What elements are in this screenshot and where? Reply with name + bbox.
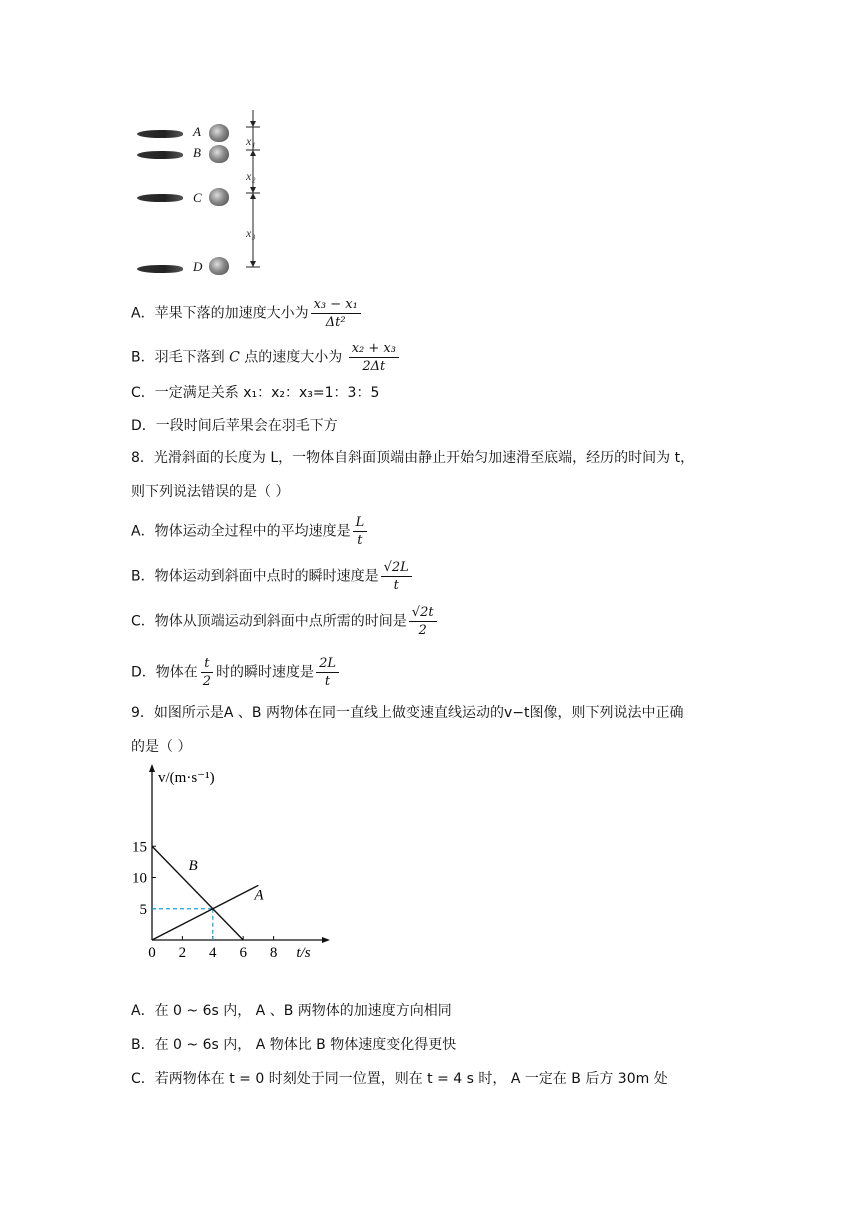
interval-label-x2: x₂	[246, 169, 256, 183]
x-tick-label: 6	[239, 945, 247, 960]
x-tick-label: 0	[148, 945, 156, 960]
q8-option-a: A．物体运动全过程中的平均速度是 $\frac{L}{t}$	[131, 514, 369, 549]
apple-icon	[209, 145, 229, 163]
apple-icon	[209, 257, 229, 275]
fraction: $\frac{t}{2}$	[202, 656, 212, 689]
interval-label-x1: x₁	[246, 134, 256, 148]
point-label-b: B	[193, 145, 201, 160]
point-label-d: D	[193, 259, 203, 274]
q8-stem-line-2: 则下列说法错误的是（ ）	[131, 484, 290, 500]
x-tick-label: 8	[269, 945, 278, 960]
interval-label-x3: x₃	[246, 226, 256, 240]
q9-stem-line-1: 9．如图所示是A 、B 两物体在同一直线上做变速直线运动的v−t图像，则下列说法中正确	[131, 705, 684, 721]
point-label-a: A	[193, 124, 201, 139]
x-tick-label: 2	[178, 945, 187, 960]
q8-option-c: C．物体从顶端运动到斜面中点所需的时间是 $\frac{√2t}{2}$	[131, 604, 439, 639]
y-axis-label: v/(m·s⁻¹)	[158, 770, 215, 786]
apple-icon	[209, 188, 229, 206]
fraction: $\frac{2L}{t}$	[316, 655, 339, 690]
y-axis-arrow-icon	[149, 764, 155, 772]
q9-option-a: A．在 0 ~ 6s 内， A 、B 两物体的加速度方向相同	[131, 1003, 452, 1019]
q8-option-b: B．物体运动到斜面中点时的瞬时速度是 $\frac{√2L}{t}$	[131, 559, 414, 594]
fraction: $\frac{√2L}{t}$	[381, 559, 412, 594]
q7-option-c: C．一定满足关系 x₁：x₂：x₃=1：3：5	[131, 385, 380, 401]
fraction: $\frac{\text{x₂ + x₃}}{2\Delta t}$	[349, 340, 399, 375]
x-axis-arrow-icon	[322, 937, 330, 943]
vt-chart	[120, 760, 350, 960]
x-axis-label: t/s	[296, 945, 311, 960]
series-label-a: A	[254, 887, 264, 904]
q9-stem-line-2: 的是（ ）	[131, 739, 192, 755]
q8-stem-line-1: 8．光滑斜面的长度为 L，一物体自斜面顶端由静止开始匀加速滑至底端，经历的时间为 t，	[131, 450, 695, 466]
y-tick-label: 5	[139, 901, 147, 918]
fraction: $\frac{√2t}{2}$	[409, 604, 437, 639]
apple-icon	[209, 124, 229, 142]
series-label-b: B	[188, 858, 198, 874]
point-label-c: C	[193, 190, 202, 205]
fraction: $\frac{L}{t}$	[353, 514, 368, 549]
q7-option-b: B．羽毛下落到 C 点的速度大小为 $\frac{\text{x₂ + x₃}}{2\Delta t}$	[131, 340, 401, 375]
distance-markers	[240, 105, 270, 275]
q8-option-d: D．物体在 $\frac{t}{2}$ 时的瞬时速度是 $\frac{2L}{t}$	[131, 655, 341, 690]
q7-option-d: D．一段时间后苹果会在羽毛下方	[131, 418, 338, 434]
feather-icon	[137, 130, 183, 138]
fraction: $\frac{\text{x₃ − x₁}}{\text{Δt²}}$	[311, 296, 361, 331]
q9-option-b: B．在 0 ~ 6s 内， A 物体比 B 物体速度变化得更快	[131, 1037, 457, 1053]
q7-option-a: A．苹果下落的加速度大小为 $\frac{\text{x₃ − x₁}}{\text{Δt²}}$	[131, 296, 363, 331]
feather-icon	[137, 265, 183, 273]
y-tick-label: 15	[132, 839, 147, 856]
feather-icon	[137, 151, 183, 159]
series-line-a	[152, 885, 258, 940]
x-tick-label: 4	[209, 945, 217, 960]
q9-option-c: C．若两物体在 t = 0 时刻处于同一位置，则在 t = 4 s 时， A 一定在 B 后方 30m 处	[131, 1071, 668, 1087]
feather-icon	[137, 194, 183, 202]
y-tick-label: 10	[132, 870, 147, 887]
